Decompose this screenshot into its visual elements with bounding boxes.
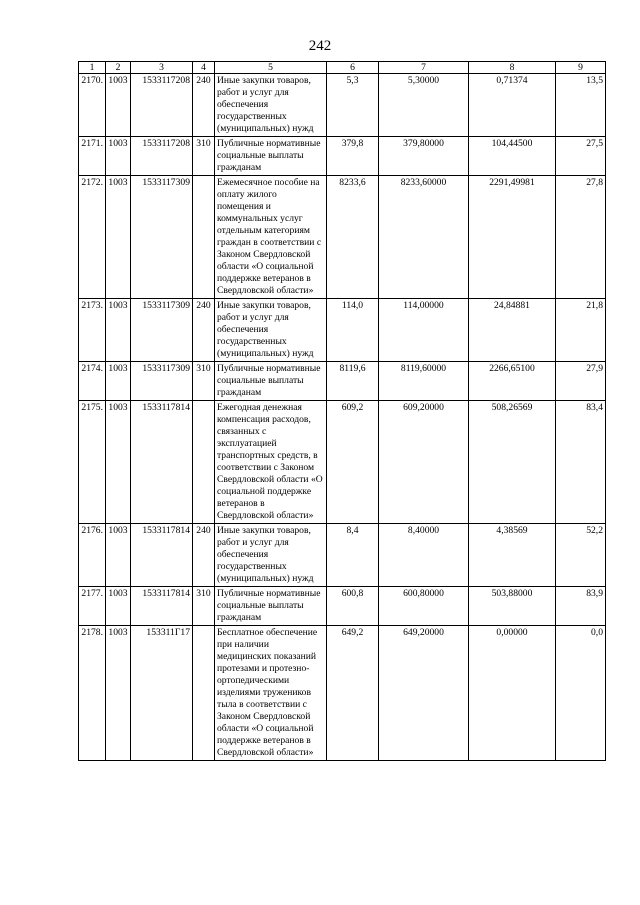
section-code: 1003 xyxy=(106,401,131,524)
table-row xyxy=(79,74,606,137)
column-header: 3 xyxy=(131,62,193,74)
execution-percent: 21,8 xyxy=(556,299,606,362)
plan-amount: 649,2 xyxy=(327,626,379,761)
table-header-row xyxy=(79,62,606,74)
section-code: 1003 xyxy=(106,626,131,761)
section-code: 1003 xyxy=(106,524,131,587)
approved-amount: 379,80000 xyxy=(379,137,469,176)
execution-percent: 27,5 xyxy=(556,137,606,176)
table-row xyxy=(79,524,606,587)
column-header: 4 xyxy=(193,62,215,74)
target-code: 1533117208 xyxy=(131,74,193,137)
approved-amount: 8,40000 xyxy=(379,524,469,587)
table-row xyxy=(79,401,606,524)
item-name: Публичные нормативные социальные выплаты гражданам xyxy=(215,362,327,401)
table-row xyxy=(79,362,606,401)
item-name: Иные закупки товаров, работ и услуг для обеспечения государственных (муниципальных) нужд xyxy=(215,299,327,362)
executed-amount: 0,71374 xyxy=(469,74,556,137)
expense-type: 240 xyxy=(193,74,215,137)
target-code: 1533117814 xyxy=(131,587,193,626)
section-code: 1003 xyxy=(106,587,131,626)
executed-amount: 508,26569 xyxy=(469,401,556,524)
plan-amount: 114,0 xyxy=(327,299,379,362)
plan-amount: 600,8 xyxy=(327,587,379,626)
target-code: 1533117208 xyxy=(131,137,193,176)
plan-amount: 8,4 xyxy=(327,524,379,587)
executed-amount: 24,84881 xyxy=(469,299,556,362)
approved-amount: 649,20000 xyxy=(379,626,469,761)
executed-amount: 2291,49981 xyxy=(469,176,556,299)
plan-amount: 8233,6 xyxy=(327,176,379,299)
approved-amount: 609,20000 xyxy=(379,401,469,524)
plan-amount: 609,2 xyxy=(327,401,379,524)
section-code: 1003 xyxy=(106,137,131,176)
expense-type xyxy=(193,176,215,299)
budget-table xyxy=(78,61,606,761)
item-name: Публичные нормативные социальные выплаты гражданам xyxy=(215,137,327,176)
section-code: 1003 xyxy=(106,362,131,401)
target-code: 1533117309 xyxy=(131,299,193,362)
execution-percent: 27,8 xyxy=(556,176,606,299)
execution-percent: 83,4 xyxy=(556,401,606,524)
execution-percent: 83,9 xyxy=(556,587,606,626)
section-code: 1003 xyxy=(106,74,131,137)
expense-type: 310 xyxy=(193,137,215,176)
approved-amount: 8233,60000 xyxy=(379,176,469,299)
item-name: Иные закупки товаров, работ и услуг для обеспечения государственных (муниципальных) нужд xyxy=(215,524,327,587)
plan-amount: 8119,6 xyxy=(327,362,379,401)
table-row xyxy=(79,587,606,626)
execution-percent: 52,2 xyxy=(556,524,606,587)
executed-amount: 104,44500 xyxy=(469,137,556,176)
row-number: 2174. xyxy=(79,362,106,401)
expense-type: 240 xyxy=(193,299,215,362)
target-code: 153311Г17 xyxy=(131,626,193,761)
column-header: 1 xyxy=(79,62,106,74)
section-code: 1003 xyxy=(106,176,131,299)
column-header: 6 xyxy=(327,62,379,74)
expense-type xyxy=(193,626,215,761)
plan-amount: 5,3 xyxy=(327,74,379,137)
row-number: 2175. xyxy=(79,401,106,524)
item-name: Публичные нормативные социальные выплаты гражданам xyxy=(215,587,327,626)
table-row xyxy=(79,626,606,761)
target-code: 1533117814 xyxy=(131,401,193,524)
approved-amount: 600,80000 xyxy=(379,587,469,626)
column-header: 5 xyxy=(215,62,327,74)
executed-amount: 4,38569 xyxy=(469,524,556,587)
column-header: 2 xyxy=(106,62,131,74)
row-number: 2170. xyxy=(79,74,106,137)
target-code: 1533117309 xyxy=(131,176,193,299)
target-code: 1533117814 xyxy=(131,524,193,587)
item-name: Иные закупки товаров, работ и услуг для обеспечения государственных (муниципальных) нужд xyxy=(215,74,327,137)
row-number: 2172. xyxy=(79,176,106,299)
expense-type: 240 xyxy=(193,524,215,587)
approved-amount: 114,00000 xyxy=(379,299,469,362)
table-row xyxy=(79,299,606,362)
column-header: 7 xyxy=(379,62,469,74)
column-header: 9 xyxy=(556,62,606,74)
item-name: Ежегодная денежная компенсация расходов, связанных с эксплуатацией транспортных средств, в соответствии с Законом Свердловской области «О социальной поддержке ветеранов в Свердловской области» xyxy=(215,401,327,524)
plan-amount: 379,8 xyxy=(327,137,379,176)
executed-amount: 503,88000 xyxy=(469,587,556,626)
expense-type: 310 xyxy=(193,587,215,626)
section-code: 1003 xyxy=(106,299,131,362)
row-number: 2173. xyxy=(79,299,106,362)
table-row xyxy=(79,176,606,299)
item-name: Ежемесячное пособие на оплату жилого помещения и коммунальных услуг отдельным категориям граждан в соответствии с Законом Свердловской области «О социальной поддержке ветеранов в Свердловской области» xyxy=(215,176,327,299)
expense-type xyxy=(193,401,215,524)
row-number: 2171. xyxy=(79,137,106,176)
page-number: 242 xyxy=(308,38,332,54)
execution-percent: 0,0 xyxy=(556,626,606,761)
executed-amount: 0,00000 xyxy=(469,626,556,761)
row-number: 2178. xyxy=(79,626,106,761)
execution-percent: 27,9 xyxy=(556,362,606,401)
expense-type: 310 xyxy=(193,362,215,401)
row-number: 2176. xyxy=(79,524,106,587)
execution-percent: 13,5 xyxy=(556,74,606,137)
approved-amount: 5,30000 xyxy=(379,74,469,137)
column-header: 8 xyxy=(469,62,556,74)
executed-amount: 2266,65100 xyxy=(469,362,556,401)
item-name: Бесплатное обеспечение при наличии медицинских показаний протезами и протезно-ортопедическими изделиями тружеников тыла в соответствии с Законом Свердловской области «О социальной поддержке ветеранов в Свердловской области» xyxy=(215,626,327,761)
row-number: 2177. xyxy=(79,587,106,626)
table-row xyxy=(79,137,606,176)
target-code: 1533117309 xyxy=(131,362,193,401)
approved-amount: 8119,60000 xyxy=(379,362,469,401)
